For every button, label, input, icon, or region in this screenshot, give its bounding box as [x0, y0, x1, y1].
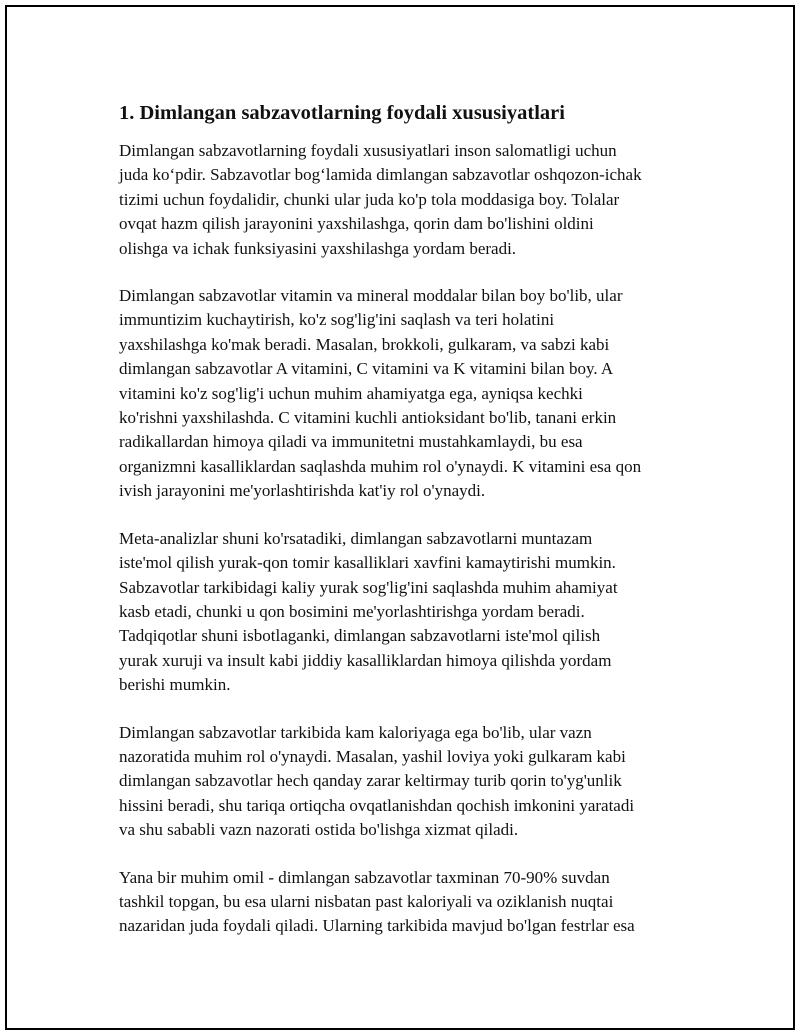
text-line: immuntizim kuchaytirish, ko'z sog'lig'ini saqlash va teri holatini	[119, 310, 555, 330]
body-text	[119, 139, 699, 939]
text-line: nazaridan juda foydali qiladi. Ularning tarkibida mavjud bo'lgan festrlar esa	[119, 916, 635, 936]
document-page	[5, 5, 795, 1030]
paragraph-1	[119, 139, 699, 261]
text-line: Meta-analizlar shuni ko'rsatadiki, dimlangan sabzavotlarni muntazam	[119, 528, 593, 548]
text-line: Sabzavotlar tarkibidagi kaliy yurak sog'lig'ini saqlashda muhim ahamiyat	[119, 577, 618, 597]
text-line: hissini beradi, shu tariqa ortiqcha ovqatlanishdan qochish imkonini yaratadi	[119, 795, 635, 815]
text-line: vitamini ko'z sog'lig'i uchun muhim ahamiyatga ega, ayniqsa kechki	[119, 383, 583, 403]
text-line: ovqat hazm qilish jarayonini yaxshilashga, qorin dam bo'lishini oldini	[119, 214, 594, 234]
text-line: yurak xuruji va insult kabi jiddiy kasalliklardan himoya qilishda yordam	[119, 650, 612, 670]
text-line: va shu sababli vazn nazorati ostida bo'lishga xizmat qiladi.	[119, 820, 519, 840]
text-line: juda ko‘pdir. Sabzavotlar bog‘lamida dimlangan sabzavotlar oshqozon-ichak	[119, 165, 642, 185]
text-line: organizmni kasalliklardan saqlashda muhim rol o'ynaydi. K vitamini esa qon	[119, 456, 642, 476]
text-line: radikallardan himoya qiladi va immunitetni mustahkamlaydi, bu esa	[119, 432, 583, 452]
text-line: ivish jarayonini me'yorlashtirishda kat'iy rol o'ynaydi.	[119, 481, 486, 501]
text-line: ko'rishni yaxshilashda. C vitamini kuchli antioksidant bo'lib, tanani erkin	[119, 408, 617, 428]
text-line: Dimlangan sabzavotlar tarkibida kam kaloriyaga ega bo'lib, ular vazn	[119, 722, 592, 742]
text-line: iste'mol qilish yurak-qon tomir kasalliklari xavfini kamaytirishi mumkin.	[119, 553, 616, 573]
paragraph-3	[119, 527, 699, 698]
text-line: yaxshilashga ko'mak beradi. Masalan, brokkoli, gulkaram, va sabzi kabi	[119, 334, 610, 354]
document-content	[119, 98, 699, 962]
text-line: Dimlangan sabzavotlar vitamin va mineral moddalar bilan boy bo'lib, ular	[119, 286, 623, 306]
text-line: Dimlangan sabzavotlarning foydali xususiyatlari inson salomatligi uchun	[119, 141, 617, 160]
text-line: olishga va ichak funksiyasini yaxshilashga yordam beradi.	[119, 238, 517, 258]
text-line: Yana bir muhim omil - dimlangan sabzavotlar taxminan 70-90% suvdan	[119, 867, 610, 887]
text-line: tizimi uchun foydalidir, chunki ular juda ko'p tola moddasiga boy. Tolalar	[119, 189, 620, 209]
paragraph-4	[119, 721, 699, 843]
paragraph-2	[119, 284, 699, 504]
text-line: kasb etadi, chunki u qon bosimini me'yorlashtirishga yordam beradi.	[119, 601, 585, 621]
text-line: tashkil topgan, bu esa ularni nisbatan past kaloriyali va oziklanish nuqtai	[119, 891, 614, 911]
paragraph-5	[119, 866, 699, 939]
text-line: dimlangan sabzavotlar A vitamini, C vitamini va K vitamini bilan boy. A	[119, 359, 614, 379]
text-line: dimlangan sabzavotlar hech qanday zarar keltirmay turib qorin to'yg'unlik	[119, 771, 622, 791]
text-line: berishi mumkin.	[119, 675, 231, 695]
text-line: nazoratida muhim rol o'ynaydi. Masalan, yashil loviya yoki gulkaram kabi	[119, 746, 626, 766]
text-line: Tadqiqotlar shuni isbotlaganki, dimlangan sabzavotlarni iste'mol qilish	[119, 626, 601, 646]
section-heading: 1. Dimlangan sabzavotlarning foydali xususiyatlari	[119, 102, 565, 124]
